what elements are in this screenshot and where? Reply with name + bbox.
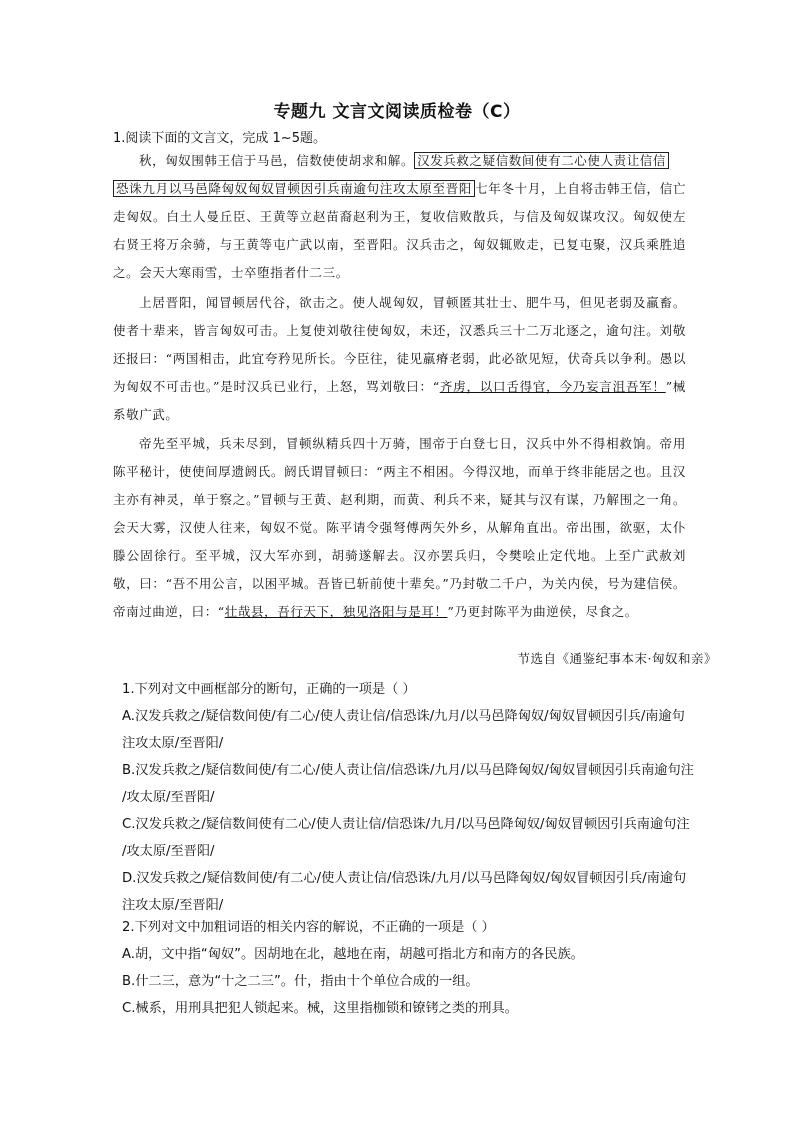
boxed-text-line-1: 汉发兵救之疑信数间使有二心使人责让信信 bbox=[414, 152, 669, 169]
passage-paragraph-3 bbox=[113, 430, 686, 626]
passage-text: 秋，匈奴围韩王信于马邑，信数使使胡求和解。 bbox=[139, 153, 415, 168]
option-b: B.汉发兵救之/疑信数间使/有二心/使人责让信/信恐诛/九月/以马邑降匈奴/匈奴冒顿因引兵南逾句注 bbox=[122, 763, 694, 778]
option-c: C.械系，用刑具把犯人锁起来。械，这里指枷锁和镣铐之类的刑具。 bbox=[122, 1001, 518, 1016]
underlined-sentence: 壮哉县，吾行天下，独见洛阳与是耳！ bbox=[224, 604, 448, 619]
option-a: A.胡，文中指“匈奴”。因胡地在北，越地在南，胡越可指北方和南方的各民族。 bbox=[122, 947, 584, 962]
passage-paragraph-1 bbox=[113, 147, 686, 287]
option-c-cont: /攻太原/至晋阳/ bbox=[122, 844, 215, 859]
question-2 bbox=[122, 914, 697, 1022]
question-1 bbox=[122, 676, 697, 919]
passage-text: 上居晋阳，闻冒顿居代谷，欲击之。使人觇匈奴，冒顿匿其壮士、肥牛马，但见老弱及羸畜。使者十辈来，皆言匈奴可击。上复使刘敬往使匈奴，未还，汉悉兵三十二万北逐之，逾句注。刘敬还报曰：“两国相击，此宜夸矜见所长。今臣往，徒见羸瘠老弱，此必欲见短，伏奇兵以争利。愚以为匈奴不可击也。”是时汉兵已业行，上怒，骂刘敬曰：“ bbox=[113, 295, 686, 394]
option-b-cont: /攻太原/至晋阳/ bbox=[122, 790, 215, 805]
question-stem: 1.下列对文中画框部分的断句，正确的一项是（ ） bbox=[122, 682, 416, 697]
passage-text: 帝先至平城，兵未尽到，冒顿纵精兵四十万骑，围帝于白登七日，汉兵中外不得相救饷。帝用陈平秘计，使使间厚遗阏氏。阏氏谓冒顿曰：“两主不相困。今得汉地，而单于终非能居之也。且汉主亦有神灵，单于察之。”冒顿与王黄、赵利期，而黄、利兵不来，疑其与汉有谋，乃解围之一角。会天大雾，汉使人往来，匈奴不觉。陈平请令强弩傅两矢外乡，从解角直出。帝出围，欲驱，太仆滕公固徐行。至平城，汉大军亦到，胡骑遂解去。汉亦罢兵归，令樊哙止定代地。上至广武赦刘敬，曰：“吾不用公言，以困平城。吾皆已斩前使十辈矣。”乃封敬二千户，为关内侯，号为建信侯。帝南过曲逆，曰：“ bbox=[113, 436, 686, 619]
option-d-cont: 注攻太原/至晋阳/ bbox=[122, 898, 224, 913]
source-citation: 节选自《通鉴纪事本末·匈奴和亲》 bbox=[517, 651, 717, 666]
passage-text: ”乃更封陈平为曲逆侯，尽食之。 bbox=[447, 604, 638, 619]
page-title: 专题九 文言文阅读质检卷（C） bbox=[273, 102, 521, 122]
question-stem: 2.下列对文中加粗词语的相关内容的解说，不正确的一项是（ ） bbox=[122, 920, 495, 935]
underlined-sentence: 齐虏，以口舌得官，今乃妄言沮吾军！ bbox=[439, 379, 666, 394]
option-d: D.汉发兵救之/疑信数间使/有二心/使人责让信/信恐诛/九月/以马邑降匈奴/匈奴冒顿因引兵/南逾句 bbox=[122, 871, 687, 886]
passage-text: 七年冬十月，上自将击韩王信，信亡走匈奴。白土人曼丘臣、王黄等立赵苗裔赵利为王，复收信败散兵，与信及匈奴谋攻汉。匈奴使左右贤王将万余骑，与王黄等屯广武以南，至晋阳。汉兵击之，匈奴辄败走，已复屯聚，汉兵乘胜追之。会天大寒雨雪，士卒堕指者什二三。 bbox=[113, 181, 686, 280]
passage-text: ”械系敬广武。 bbox=[113, 379, 686, 422]
passage-paragraph-2 bbox=[113, 289, 686, 429]
boxed-text-line-2: 恐诛九月以马邑降匈奴匈奴冒顿因引兵南逾句注攻太原至晋阳 bbox=[113, 180, 475, 197]
instruction: 1.阅读下面的文言文，完成 1~5题。 bbox=[113, 131, 326, 146]
option-c: C.汉发兵救之/疑信数间使有二心/使人责让信/信恐诛/九月/以马邑降匈奴/匈奴冒顿因引兵南逾句注 bbox=[122, 817, 690, 832]
option-b: B.什二三，意为“十之二三”。什，指由十个单位合成的一组。 bbox=[122, 974, 479, 989]
option-a: A.汉发兵救之/疑信数间使/有二心/使人责让信/信恐诛/九月/以马邑降匈奴/匈奴冒顿因引兵/南逾句 bbox=[122, 709, 685, 724]
option-a-cont: 注攻太原/至晋阳/ bbox=[122, 736, 224, 751]
